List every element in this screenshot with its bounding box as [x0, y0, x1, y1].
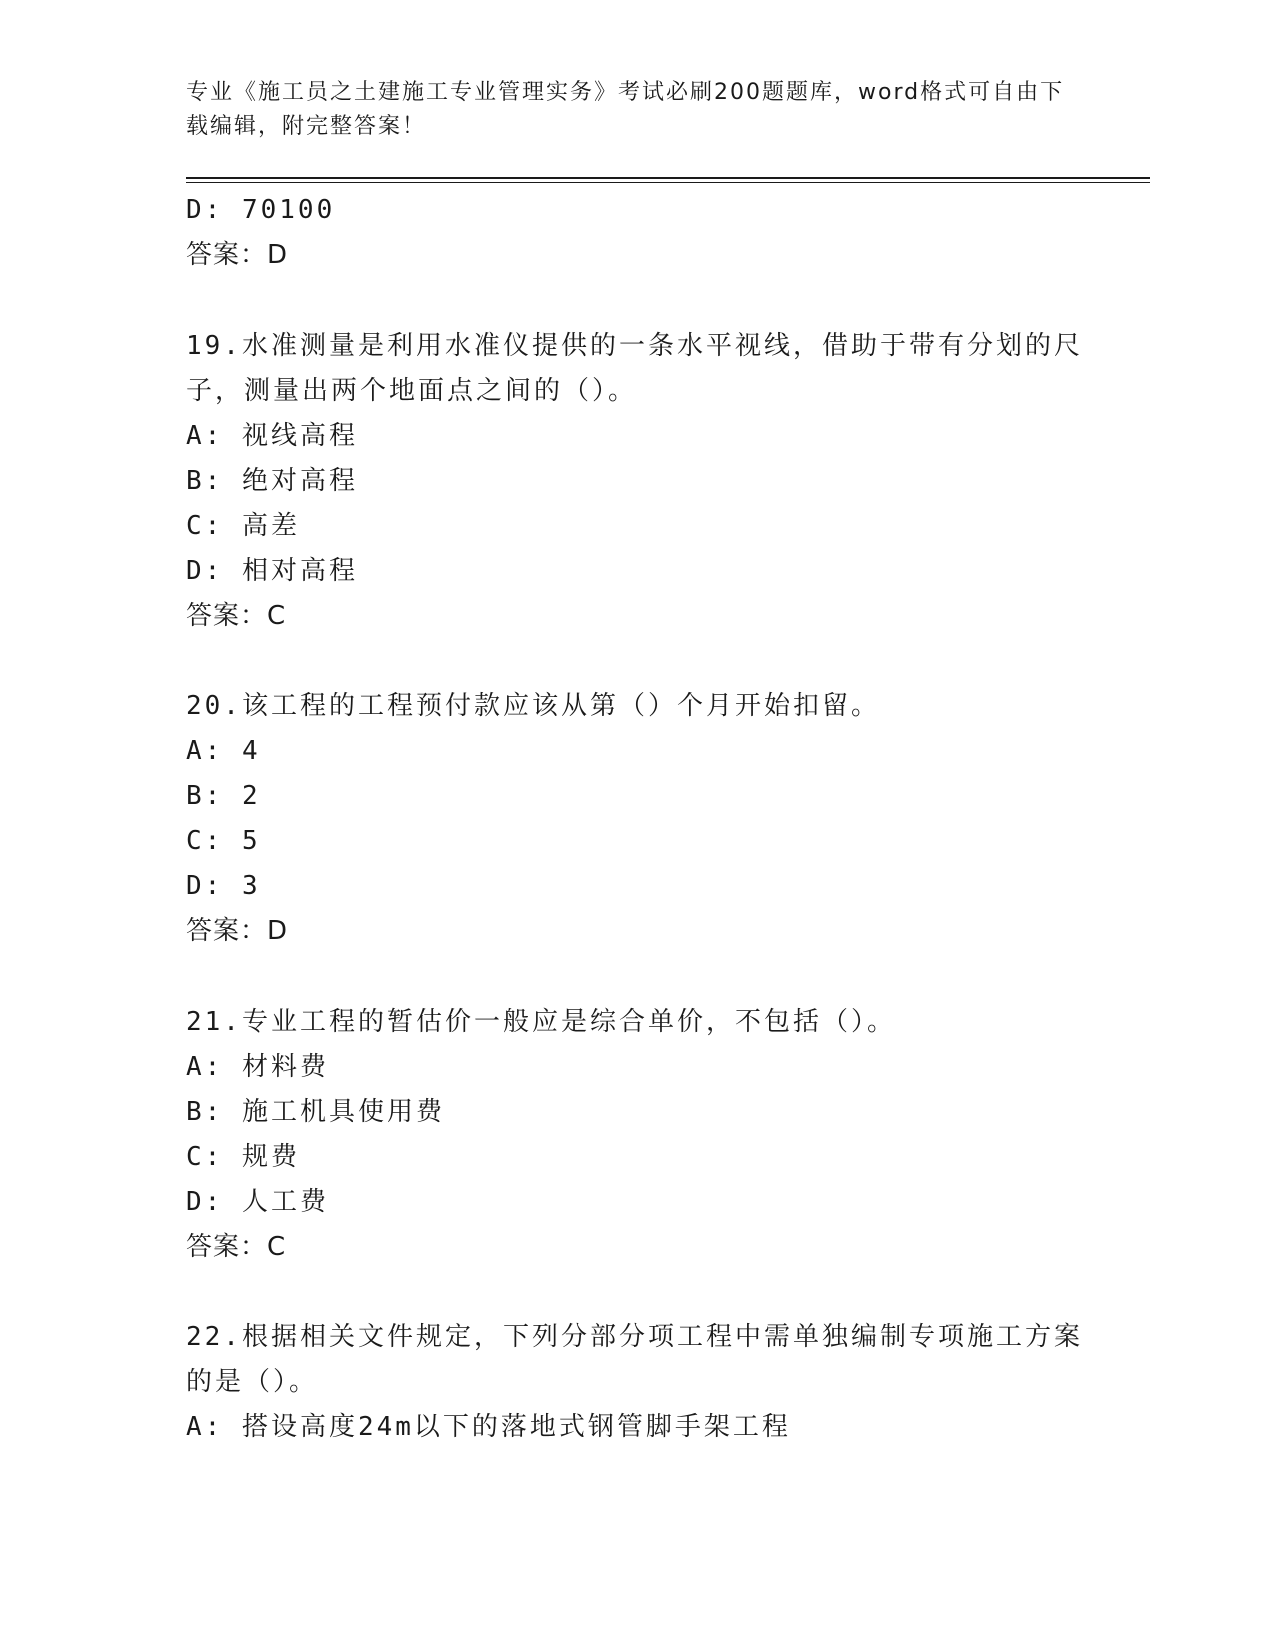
question-22-text: 22.根据相关文件规定，下列分部分项工程中需单独编制专项施工方案 — [186, 1322, 1083, 1352]
question-19-option-c: C: 高差 — [186, 511, 300, 541]
question-21-option-a: A: 材料费 — [186, 1052, 329, 1082]
question-22-option-a: A: 搭设高度24m以下的落地式钢管脚手架工程 — [186, 1412, 791, 1442]
header-divider-thin — [186, 182, 1150, 183]
answer-label: 答案：D — [186, 240, 289, 270]
question-21-text: 21.专业工程的暂估价一般应是综合单价，不包括（）。 — [186, 1007, 896, 1037]
question-19-answer: 答案：C — [186, 601, 287, 631]
question-20-text: 20.该工程的工程预付款应该从第（）个月开始扣留。 — [186, 691, 880, 721]
question-20-option-d: D: 3 — [186, 871, 261, 901]
question-19-text-cont: 子，测量出两个地面点之间的（）。 — [186, 376, 638, 406]
question-22-text-cont: 的是（）。 — [186, 1367, 319, 1397]
question-19-option-a: A: 视线高程 — [186, 421, 358, 451]
question-19-option-d: D: 相对高程 — [186, 556, 358, 586]
question-21-answer: 答案：C — [186, 1232, 287, 1262]
header-divider — [186, 177, 1150, 179]
question-20-option-c: C: 5 — [186, 826, 261, 856]
question-21-option-b: B: 施工机具使用费 — [186, 1097, 445, 1127]
question-19-text: 19.水准测量是利用水准仪提供的一条水平视线，借助于带有分划的尺 — [186, 331, 1083, 361]
document-header: 专业《施工员之土建施工专业管理实务》考试必刷200题题库，word格式可自由下载编辑，附完整答案！ — [186, 80, 1065, 139]
question-19-option-b: B: 绝对高程 — [186, 466, 358, 496]
question-21-option-d: D: 人工费 — [186, 1187, 329, 1217]
question-20-option-b: B: 2 — [186, 781, 261, 811]
question-20-answer: 答案：D — [186, 916, 289, 946]
question-21-option-c: C: 规费 — [186, 1142, 300, 1172]
option-d: D: 70100 — [186, 195, 336, 225]
question-20-option-a: A: 4 — [186, 736, 261, 766]
